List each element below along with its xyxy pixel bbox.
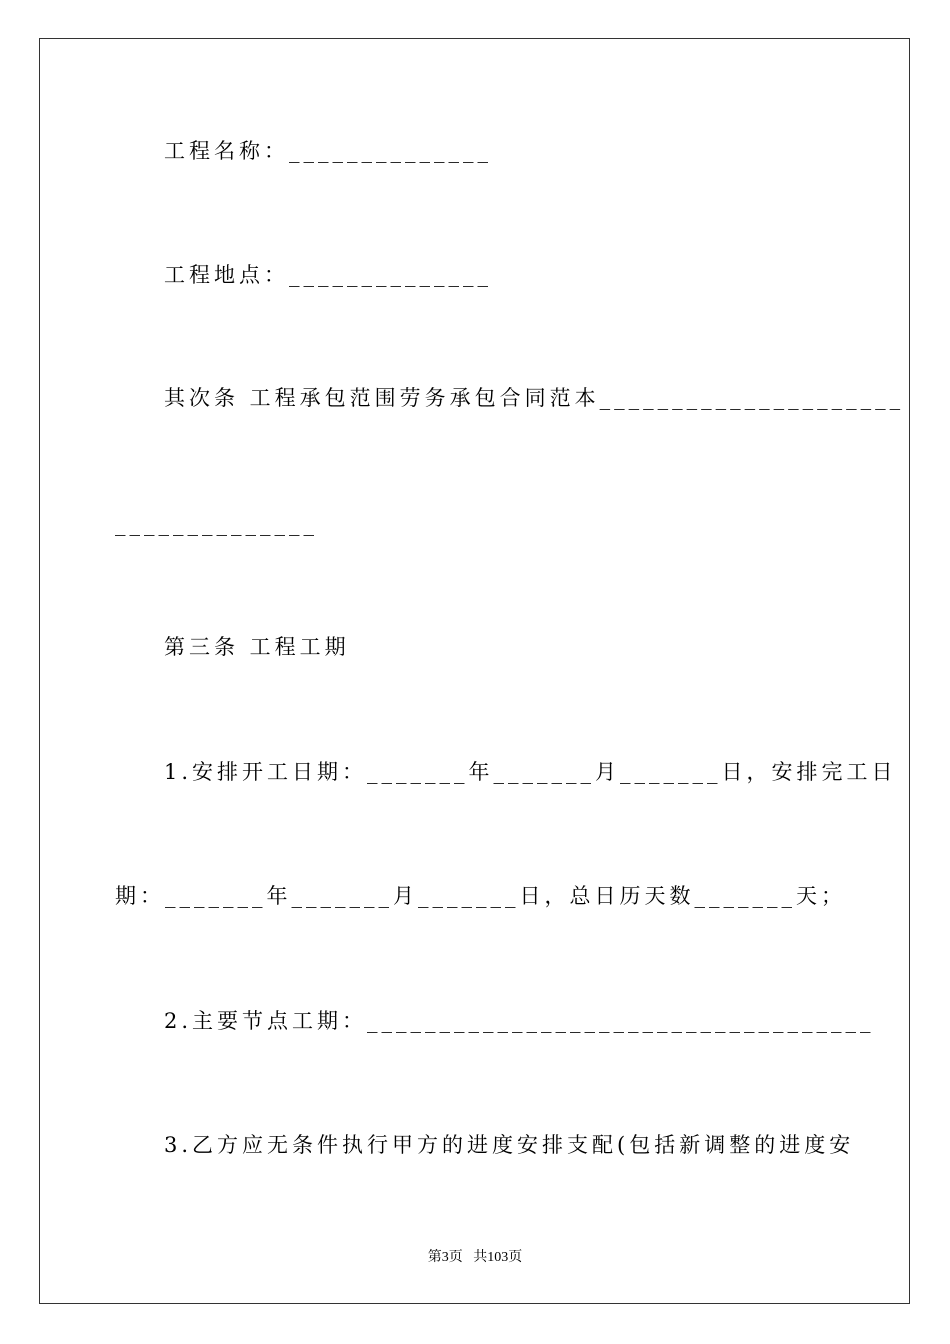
milestone-schedule-line: 2.主要节点工期：___________________________________ <box>164 1009 875 1033</box>
planned-start-date-line: 1.安排开工日期：_______年_______月_______日，安排完工日 <box>164 760 897 784</box>
article-two-line: 其次条 工程承包范围劳务承包合同范本_____________________ <box>164 386 905 410</box>
schedule-compliance-line: 3.乙方应无条件执行甲方的进度安排支配(包括新调整的进度安 <box>164 1133 855 1157</box>
planned-finish-date-line: 期：_______年_______月_______日，总日历天数_______天； <box>115 884 846 908</box>
page-number-footer: 第3页 共103页 <box>427 1250 523 1265</box>
article-three-heading: 第三条 工程工期 <box>164 635 350 659</box>
project-location-line: 工程地点：______________ <box>164 263 492 287</box>
article-two-continuation-line: ______________ <box>115 512 318 536</box>
project-name-line: 工程名称：______________ <box>164 139 492 163</box>
page-border <box>39 38 910 1304</box>
